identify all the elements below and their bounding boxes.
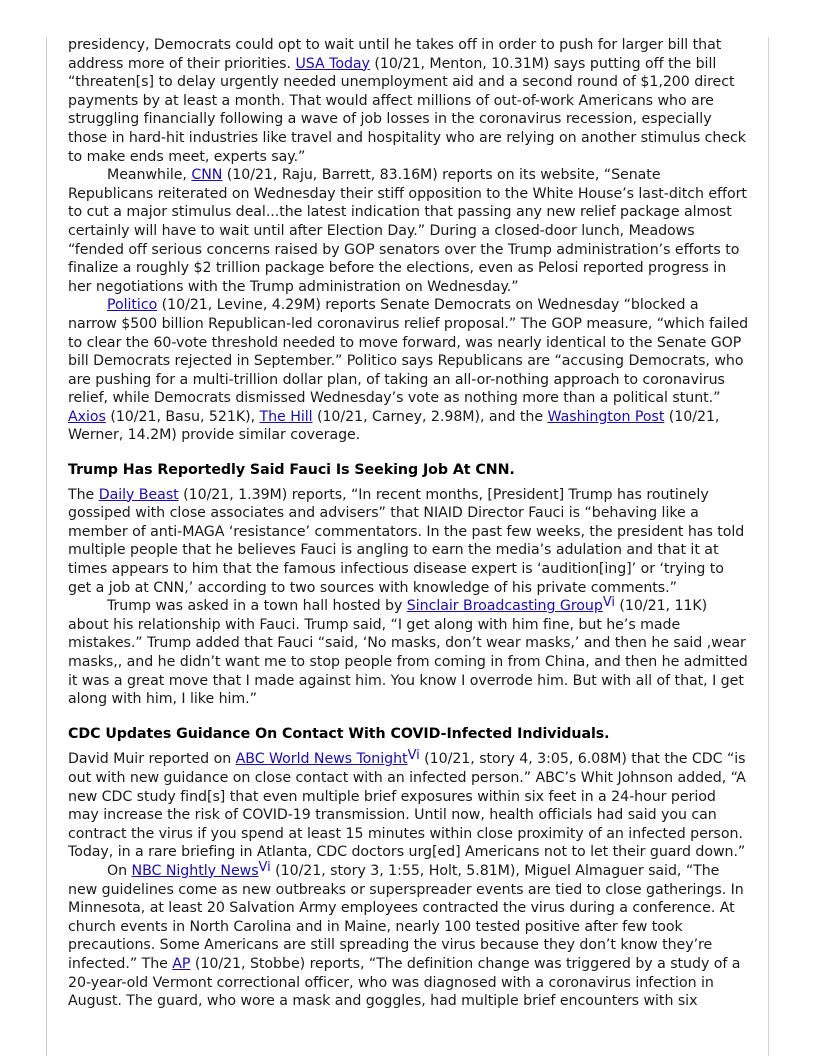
right-margin-rule (768, 37, 769, 1056)
link-cnn[interactable]: CNN (191, 167, 223, 184)
left-margin-rule (46, 37, 47, 1056)
paragraph-fauci-daily-beast: The Daily Beast (10/21, 1.39M) reports, “In recent months, [President] Trump has routinely gossiped with close associates and advisers” that NIAID Director Fauci is “behaving like a member of anti-MAGA ‘resistance’ commentators. In the past few weeks, the president has told multiple people that he believes Fauci is angling to earn the media’s adulation and that it at times appears to him that the famous infectious disease expert is ‘audition[ing]’ or ‘trying to get a job at CNN,’ according to two sources with knowledge of his private comments.” (68, 486, 745, 596)
link-usa-today[interactable]: USA Today (295, 55, 370, 72)
paragraph-stimulus-usa-today: presidency, Democrats could opt to wait until he takes off in order to push for larger bill that address more of their priorities. USA Today (10/21, Menton, 10.31M) says putting off the bill “threaten[s] to delay urgently needed unemployment aid and a second round of $1,200 direct payments by at least a month. That would affect millions of out-of-work Americans who are struggling financially following a wave of job losses in the coronavirus recession, especially those in hard-hit industries like travel and hospitality who are relying on another stimulus check to make ends meet, experts say.” (68, 37, 746, 165)
link-the-hill[interactable]: The Hill (259, 408, 313, 425)
link-sinclair-broadcasting-group[interactable]: Sinclair Broadcasting Group (406, 598, 603, 615)
paragraph-stimulus-cnn: Meanwhile, CNN (10/21, Raju, Barrett, 83.16M) reports on its website, “Senate Republicans reiterated on Wednesday their stiff opposition to the White House’s last-ditch effort to cut a major stimulus deal...the latest indication that passing any new relief package almost certainly will have to wait until after Election Day.” During a closed-door lunch, Meadows “fended off serious concerns raised by GOP senators over the Trump administration’s efforts to finalize a roughly $2 trillion package before the elections, even as Pelosi reported progress in her negotiations with the Trump administration on Wednesday.” (68, 167, 747, 295)
link-politico[interactable]: Politico (107, 297, 158, 314)
paragraph-cdc-nbc: On NBC Nightly NewsVi (10/21, story 3, 1:55, Holt, 5.81M), Miguel Almaguer said, “The new guidelines come as new outbreaks or superspreader events are tied to close gatherings. In Minnesota, at least 20 Salvation Army employees contracted the virus during a conference. At church events in North Carolina and in Maine, nearly 100 tested positive after few took precautions. Some Americans are still spreading the virus because they don’t know they’re infected.” The AP (10/21, Stobbe) reports, “The definition change was triggered by a study of a 20-year-old Vermont correctional officer, who was diagnosed with a coronavirus infection in August. The guard, who wore a mask and goggles, had multiple brief encounters with six (68, 859, 744, 1010)
section-heading-fauci: Trump Has Reportedly Said Fauci Is Seeking Job At CNN. (68, 462, 515, 479)
paragraph-stimulus-politico: Politico (10/21, Levine, 4.29M) reports Senate Democrats on Wednesday “blocked a narrow $500 billion Republican-led coronavirus relief proposal.” The GOP measure, “which failed to clear the 60-vote threshold needed to move forward, was nearly identical to the Senate GOP bill Democrats rejected in September.” Politico says Republicans are “accusing Democrats, who are pushing for a multi-trillion dollar plan, of taking an all-or-nothing approach to coronavirus relief, while Democrats dismissed Wednesday’s vote as nothing more than a political stunt.” Axios (10/21, Basu, 521K), The Hill (10/21, Carney, 2.98M), and the Washington Post (10/21, Werner, 14.2M) provide similar coverage. (68, 297, 749, 444)
link-daily-beast[interactable]: Daily Beast (98, 486, 179, 503)
video-indicator-icon[interactable]: Vi (407, 748, 420, 764)
paragraph-cdc-abc: David Muir reported on ABC World News TonightVi (10/21, story 4, 3:05, 6.08M) that the CDC “is out with new guidance on close contact with an infected person.” ABC’s Whit Johnson added, “A new CDC study find[s] that even multiple brief exposures within six feet in a 24-hour period may increase the risk of COVID-19 transmission. Until now, health officials had said you can contract the virus if you spend at least 15 minutes within close proximity of an infected person. Today, in a rare briefing in Atlanta, CDC doctors urg[ed] Americans not to let their guard down.” (68, 748, 746, 861)
link-nbc-nightly-news[interactable]: NBC Nightly News (131, 862, 259, 879)
link-washington-post[interactable]: Washington Post (547, 408, 665, 425)
video-indicator-icon[interactable]: Vi (258, 859, 271, 875)
document-page (68, 36, 750, 1011)
link-ap[interactable]: AP (172, 955, 191, 972)
link-abc-world-news-tonight[interactable]: ABC World News Tonight (235, 751, 408, 768)
section-heading-cdc: CDC Updates Guidance On Contact With COVID-Infected Individuals. (68, 725, 610, 742)
link-axios[interactable]: Axios (68, 408, 106, 425)
video-indicator-icon[interactable]: Vi (602, 595, 615, 611)
paragraph-fauci-sinclair: Trump was asked in a town hall hosted by Sinclair Broadcasting GroupVi (10/21, 11K) about his relationship with Fauci. Trump said, “I get along with him fine, but he’s made mistakes.” Trump added that Fauci “said, ‘No masks, don’t wear masks,’ and then he said ,wear masks,, and he didn’t want me to stop people from coming in from China, and then he admitted it was a great move that I made against him. You know I overrode him. But with all of that, I get along with him, I like him.” (68, 595, 748, 708)
